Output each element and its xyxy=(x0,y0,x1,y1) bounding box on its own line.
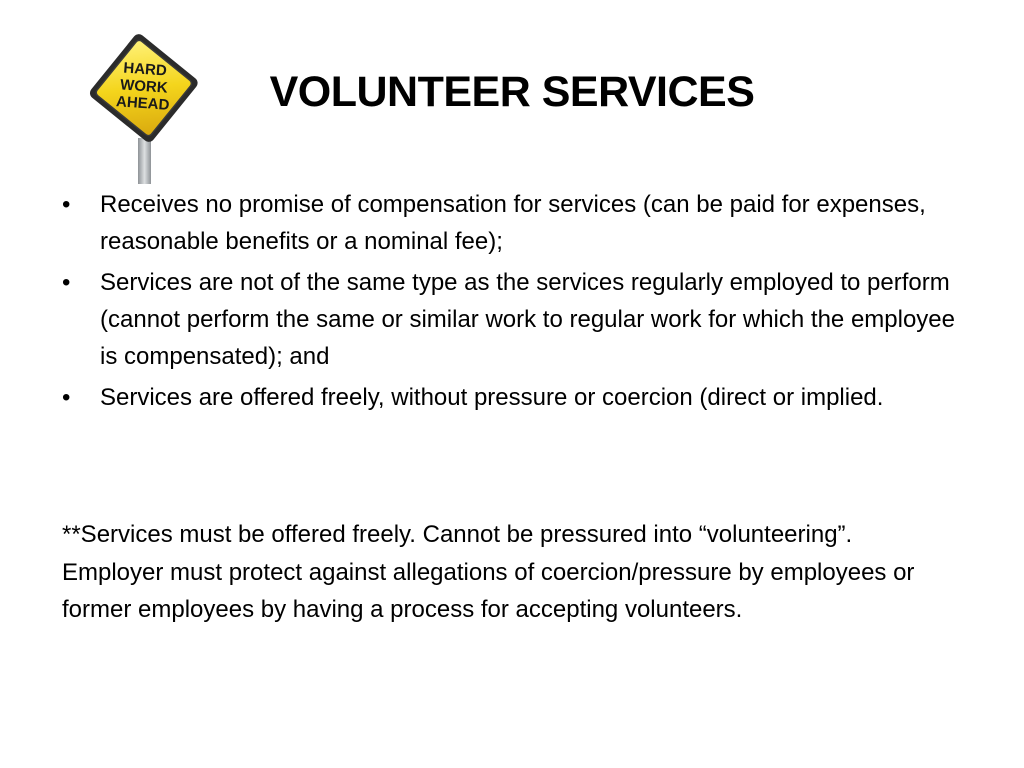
bullet-marker: • xyxy=(62,384,71,411)
sign-text-line-2: WORK xyxy=(119,76,169,97)
bullet-text: Services are offered freely, without pressure or coercion (direct or implied. xyxy=(100,384,884,411)
bullet-marker: • xyxy=(62,269,71,296)
list-item xyxy=(62,186,962,260)
note-paragraph: **Services must be offered freely. Cannot be pressured into “volunteering”. Employer must protect against allegations of coercion/pressure by employees or former employees by having a process for accepting volunteers. xyxy=(62,521,915,623)
bullet-text: Receives no promise of compensation for services (can be paid for expenses, reasonable benefits or a nominal fee); xyxy=(100,191,926,255)
sign-post xyxy=(138,138,151,184)
sign-text-line-3: AHEAD xyxy=(115,93,170,114)
page-title: VOLUNTEER SERVICES xyxy=(269,68,755,116)
bullet-marker: • xyxy=(62,191,71,218)
bullet-text: Services are not of the same type as the services regularly employed to perform (cannot perform the same or similar work to regular work for which the employee is compensated); and xyxy=(100,269,955,370)
list-item xyxy=(62,264,962,375)
list-item xyxy=(62,379,962,416)
bullet-list xyxy=(62,186,962,420)
sign-text-line-1: HARD xyxy=(122,59,168,80)
